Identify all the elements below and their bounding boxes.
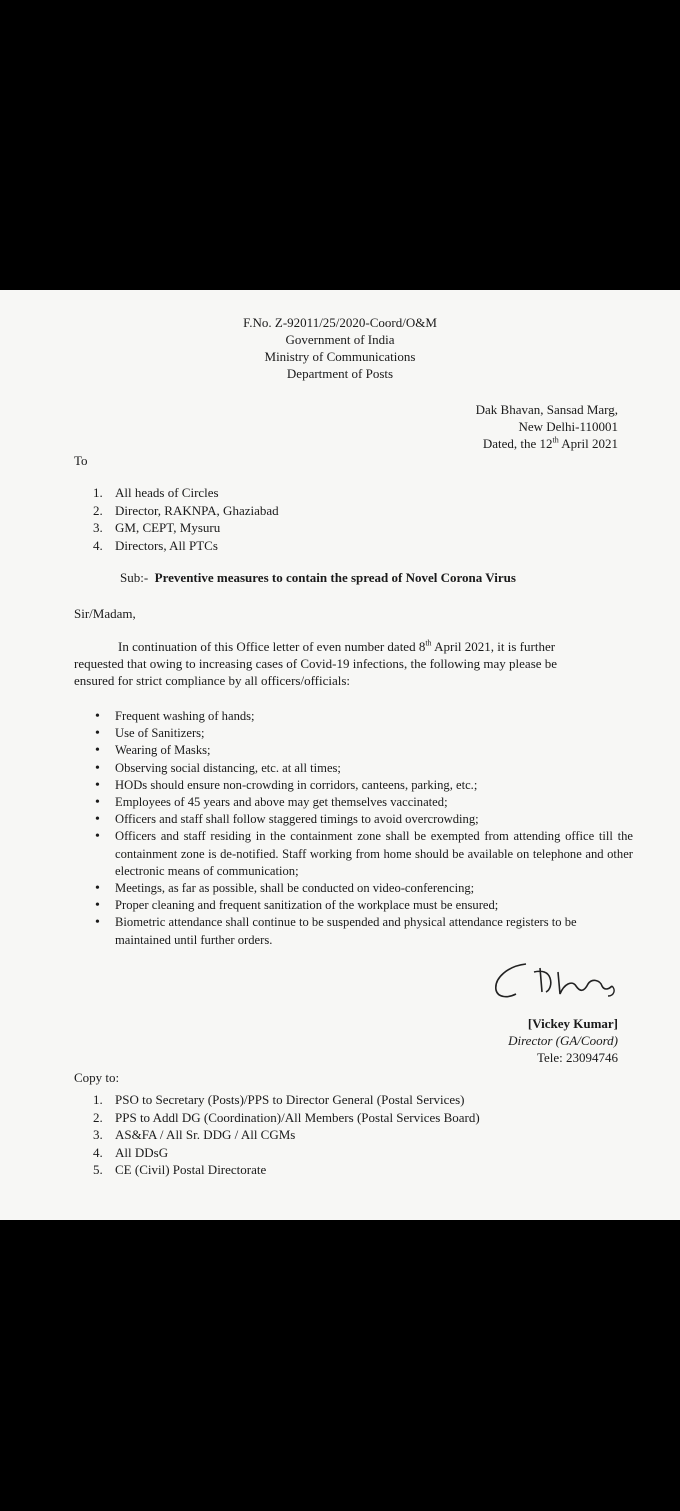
body-line-2: requested that owing to increasing cases of Covid-19 infections, the following may please be	[74, 656, 558, 671]
department-line: Department of Posts	[286, 366, 394, 381]
signature-image	[488, 958, 624, 1008]
list-item: • Observing social distancing, etc. at all times;	[93, 760, 633, 777]
list-item: 1. PSO to Secretary (Posts)/PPS to Director General (Postal Services)	[93, 1092, 465, 1107]
copy-list	[93, 1091, 480, 1179]
letter-date: Dated, the 12th April 2021	[482, 435, 618, 451]
salutation: Sir/Madam,	[74, 606, 136, 621]
body-line-1: In continuation of this Office letter of even number dated 8th April 2021, it is further	[118, 638, 556, 654]
subject-text: Preventive measures to contain the spread of Novel Corona Virus	[154, 570, 516, 585]
list-item: • Officers and staff residing in the containment zone shall be exempted from attending office till the containment zone is de-notified. Staff working from home should be available on telephone and other electronic means of communication;	[93, 828, 633, 880]
list-item: • Meetings, as far as possible, shall be conducted on video-conferencing;	[93, 880, 633, 897]
body-line-3: ensured for strict compliance by all officers/officials:	[74, 673, 351, 688]
list-item: • Use of Sanitizers;	[93, 725, 633, 742]
list-item: 4. All DDsG	[93, 1144, 169, 1160]
government-line: Government of India	[285, 332, 395, 347]
list-item: • Proper cleaning and frequent sanitization of the workplace must be ensured;	[93, 897, 633, 914]
list-item: • HODs should ensure non-crowding in corridors, canteens, parking, etc.;	[93, 777, 633, 794]
list-item: 5. CE (Civil) Postal Directorate	[93, 1162, 267, 1177]
copy-to-label: Copy to:	[74, 1070, 120, 1085]
signatory-name: [Vickey Kumar]	[527, 1016, 618, 1031]
document-page	[0, 290, 680, 1220]
recipient-list	[93, 484, 279, 554]
list-item: 3. GM, CEPT, Mysuru	[93, 520, 221, 535]
measures-list	[93, 708, 633, 949]
list-item: • Officers and staff shall follow staggered timings to avoid overcrowding;	[93, 811, 633, 828]
list-item: • Wearing of Masks;	[93, 742, 633, 759]
list-item: 4. Directors, All PTCs	[93, 537, 218, 553]
list-item: 2. PPS to Addl DG (Coordination)/All Members (Postal Services Board)	[93, 1109, 480, 1125]
list-item: 2. Director, RAKNPA, Ghaziabad	[93, 502, 279, 518]
ministry-line: Ministry of Communications	[264, 349, 416, 364]
file-number: F.No. Z-92011/25/2020-Coord/O&M	[243, 315, 437, 330]
list-item: 1. All heads of Circles	[93, 485, 219, 500]
list-item: • Employees of 45 years and above may get themselves vaccinated;	[93, 794, 633, 811]
address-line-1: Dak Bhavan, Sansad Marg,	[475, 402, 618, 417]
subject-line	[120, 569, 516, 586]
to-label: To	[74, 453, 88, 468]
signatory-designation: Director (GA/Coord)	[508, 1033, 618, 1048]
address-line-2: New Delhi-110001	[518, 419, 618, 434]
subject-label: Sub:-	[120, 570, 149, 585]
list-item: 3. AS&FA / All Sr. DDG / All CGMs	[93, 1127, 296, 1142]
list-item: • Frequent washing of hands;	[93, 708, 633, 725]
list-item: • Biometric attendance shall continue to be suspended and physical attendance registers to be maintained until further orders.	[93, 914, 633, 948]
signatory-telephone: Tele: 23094746	[536, 1050, 618, 1065]
